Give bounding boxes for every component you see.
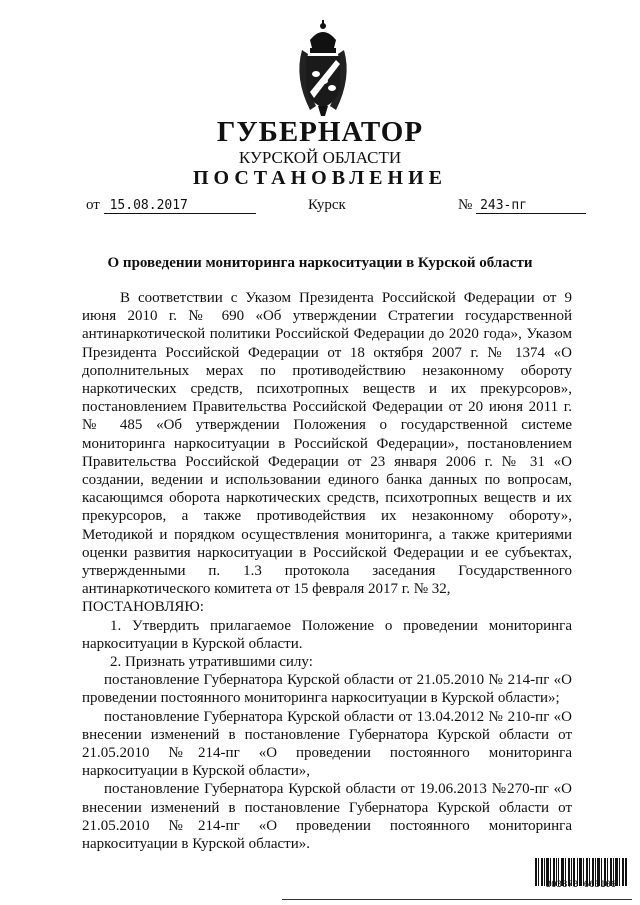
bottom-rule	[282, 899, 632, 900]
kursk-coat-of-arms-icon	[288, 18, 358, 118]
item-2: 2. Признать утратившими силу:	[110, 654, 313, 671]
number-value: 243-пг	[476, 198, 586, 214]
repeal-item-3: постановление Губернатора Курской области от 19.06.2013 №270-пг «О внесении изменений в постановление Губернатора Курской области от 21.05.2010 №214-пг «О проведении постоянного мониторинга наркоситуации в Курской области».	[82, 781, 572, 853]
document-title: О проведении мониторинга наркоситуации в Курской области	[107, 255, 533, 271]
repeal-item-1: постановление Губернатора Курской области от 21.05.2010 № 214-пг «О проведении постоянного мониторинга наркоситуации в Курской области»;	[82, 672, 572, 707]
barcode-number: 303873 663106	[545, 880, 617, 890]
repeal-item-2: постановление Губернатора Курской области от 13.04.2012 № 210-пг «О внесении изменений в постановление Губернатора Курской области от 21.05.2010 №214-пг «О проведении постоянного мониторинга наркоситуации в Курской области»,	[82, 708, 572, 780]
item-1: 1. Утвердить прилагаемое Положение о проведении мониторинга наркоситуации в Курской области.	[82, 617, 572, 652]
date-value: 15.08.2017	[104, 198, 256, 214]
resolve-line: ПОСТАНОВЛЯЮ:	[82, 599, 204, 616]
preamble-paragraph: В соответствии с Указом Президента Российской Федерации от 9 июня 2010 г. № 690 «Об утверждении Стратегии государственной антинаркотической политики Российской Федерации до 2020 года», Указом Президента Российской Федерации от 18 октября 2007 г. № 1374 «О дополнительных мерах по противодействию незаконному обороту наркотических средств, психотропных веществ и их прекурсоров», постановлением Правительства Российской Федерации от 20 июня 2011 г. № 485 «Об утверждении Положения о государственной системе мониторинга наркоситуации в Российской Федерации», постановлением Правительства Российской Федерации от 23 января 2006 г. № 31 «О создании, ведении и использовании единого банка данных по вопросам, касающимся оборота наркотических средств, психотропных веществ и их прекурсоров, а также противодействия их незаконному обороту», Методикой и порядком осуществления мониторинга, а также критериями оценки развития наркоситуации в Российской Федерации и ее субъектах, утвержденными п. 1.3 протокола заседания Государственного антинаркотического комитета от 15 февраля 2017 г. № 32,	[82, 290, 572, 598]
governor-title: ГУБЕРНАТОР	[216, 116, 424, 148]
document-type: ПОСТАНОВЛЕНИЕ	[193, 167, 447, 189]
document-body	[82, 289, 572, 853]
decree-date	[86, 197, 256, 214]
region-name: КУРСКОЙ ОБЛАСТИ	[238, 148, 402, 167]
decree-city: Курск	[308, 197, 346, 213]
number-prefix: №	[458, 197, 473, 213]
date-prefix: от	[86, 197, 100, 213]
decree-number	[458, 197, 586, 214]
